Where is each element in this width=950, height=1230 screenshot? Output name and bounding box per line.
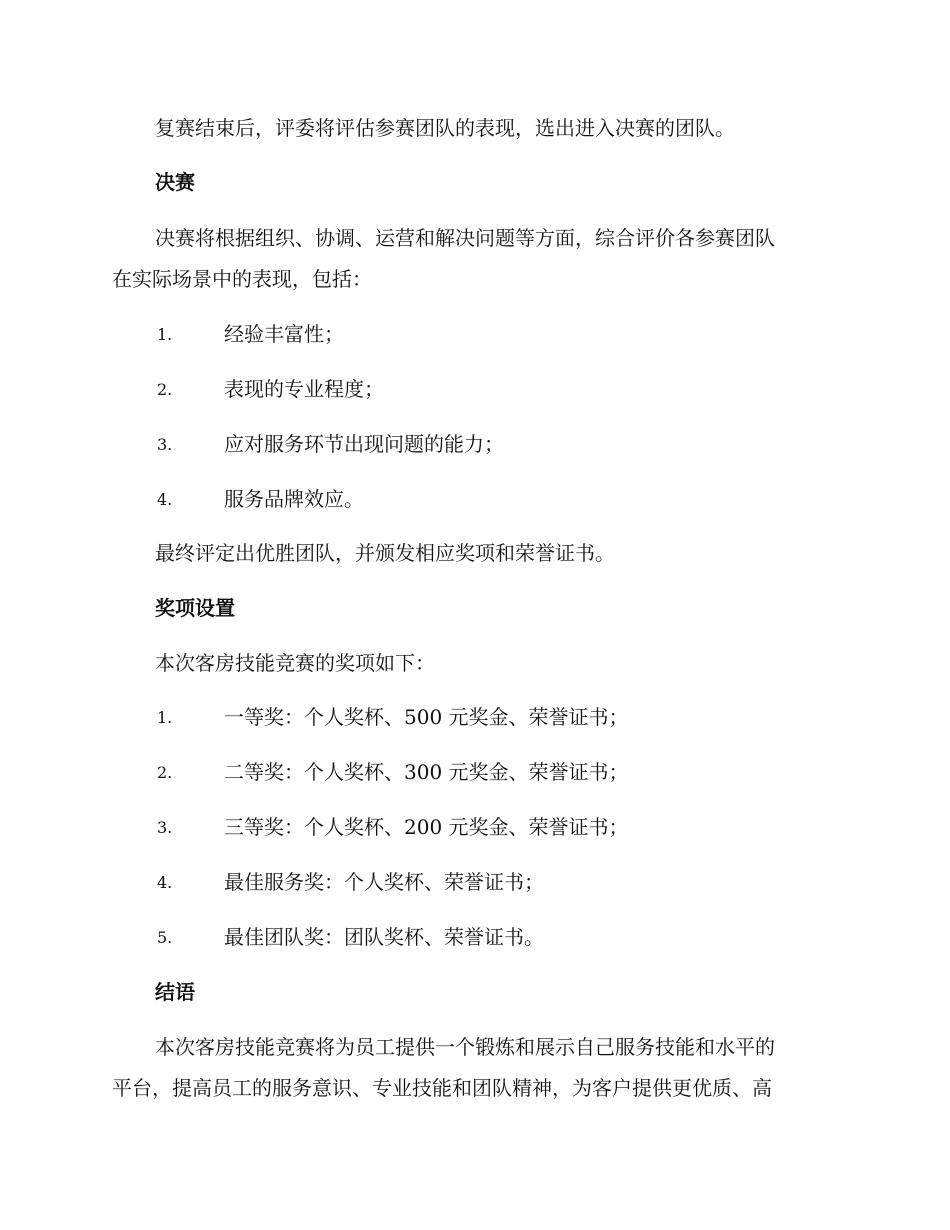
heading-final: 决赛 [155, 170, 195, 194]
list-item: 二等奖：个人奖杯、300 元奖金、荣誉证书； [224, 760, 629, 784]
list-number: 1. [157, 325, 173, 344]
list-number: 1. [157, 708, 173, 727]
list-item: 一等奖：个人奖杯、500 元奖金、荣誉证书； [224, 705, 629, 729]
list-number: 2. [157, 380, 173, 399]
paragraph-awards-intro: 本次客房技能竞赛的奖项如下： [155, 651, 435, 675]
list-item: 表现的专业程度； [224, 377, 384, 401]
list-number: 5. [157, 928, 173, 947]
list-number: 2. [157, 763, 173, 782]
list-number: 4. [157, 873, 173, 892]
list-item: 服务品牌效应。 [224, 487, 364, 511]
paragraph-final-intro-line1: 决赛将根据组织、协调、运营和解决问题等方面，综合评价各参赛团队 [155, 226, 775, 250]
list-item: 经验丰富性； [224, 322, 344, 346]
paragraph-conclusion-line1: 本次客房技能竞赛将为员工提供一个锻炼和展示自己服务技能和水平的 [155, 1035, 775, 1059]
list-number: 4. [157, 490, 173, 509]
list-number: 3. [157, 818, 173, 837]
list-item: 最佳团队奖：团队奖杯、荣誉证书。 [224, 925, 544, 949]
heading-awards: 奖项设置 [155, 596, 235, 620]
heading-conclusion: 结语 [155, 980, 195, 1004]
list-number: 3. [157, 435, 173, 454]
list-item: 三等奖：个人奖杯、200 元奖金、荣誉证书； [224, 815, 629, 839]
list-item: 最佳服务奖：个人奖杯、荣誉证书； [224, 870, 544, 894]
paragraph-conclusion-line2: 平台，提高员工的服务意识、专业技能和团队精神，为客户提供更优质、高 [112, 1076, 772, 1100]
paragraph-final-result: 最终评定出优胜团队，并颁发相应奖项和荣誉证书。 [155, 541, 615, 565]
paragraph-semifinal-result: 复赛结束后，评委将评估参赛团队的表现，选出进入决赛的团队。 [155, 116, 735, 140]
list-item: 应对服务环节出现问题的能力； [224, 432, 504, 456]
paragraph-final-intro-line2: 在实际场景中的表现，包括： [112, 267, 372, 291]
